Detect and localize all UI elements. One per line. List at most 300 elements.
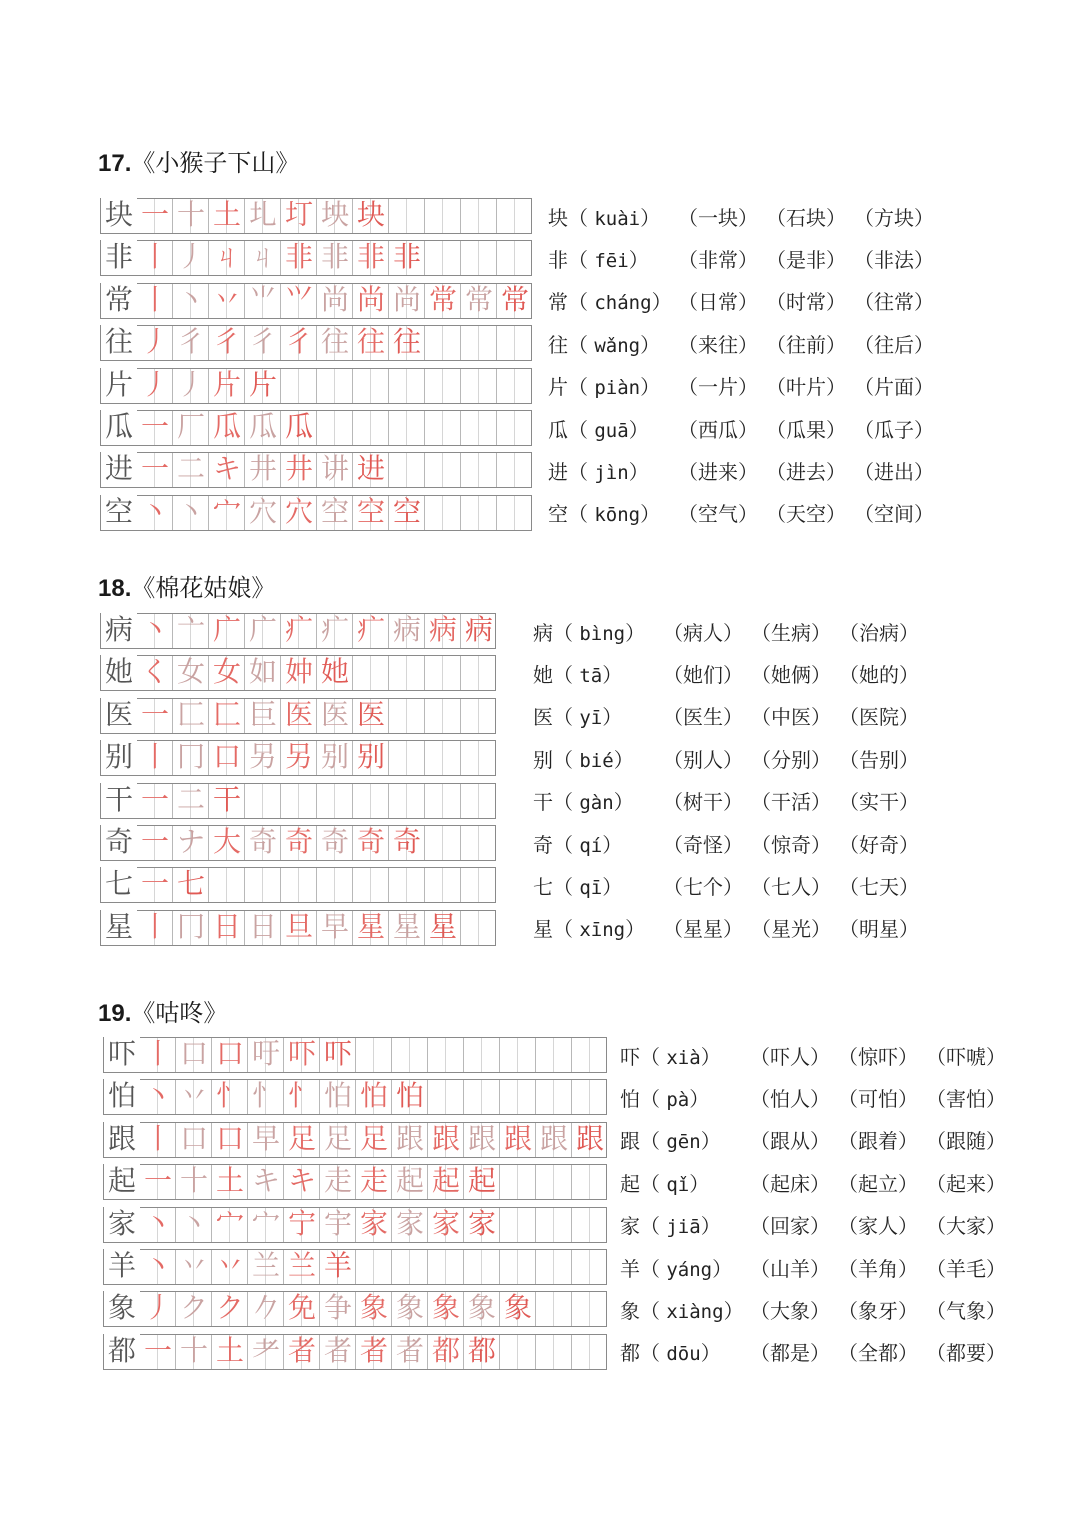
word-info — [548, 410, 942, 446]
stroke-step: 吓 — [323, 1037, 352, 1070]
model-character: 往 — [101, 324, 137, 360]
character-pinyin — [533, 829, 663, 858]
example-word: （她的） — [839, 662, 919, 687]
pinyin-character: 象（ — [620, 1298, 667, 1323]
stroke-step: 象 — [431, 1291, 460, 1325]
character-pinyin — [533, 617, 663, 646]
word-info — [620, 1207, 1014, 1243]
example-word: （实干） — [839, 790, 919, 815]
model-character: 象 — [104, 1290, 140, 1326]
stroke-step: 兰 — [251, 1249, 280, 1282]
stroke-step: 家 — [431, 1206, 460, 1240]
example-word: （都要） — [926, 1341, 1006, 1366]
example-word: （全都） — [838, 1341, 918, 1366]
example-word: （惊奇） — [751, 832, 831, 857]
pinyin-text: jìn — [594, 461, 629, 484]
pinyin-close: ） — [613, 790, 634, 815]
pinyin-text: wǎng — [594, 334, 641, 357]
example-word: （西瓜） — [678, 417, 758, 442]
writing-grid — [100, 867, 496, 903]
writing-grid — [103, 1122, 607, 1158]
stroke-step: 干 — [212, 782, 241, 816]
stroke-step: 丶 — [143, 1079, 172, 1113]
pinyin-close: ） — [628, 459, 649, 484]
stroke-step: 丶 — [143, 1206, 172, 1240]
example-word: （空气） — [678, 502, 758, 527]
stroke-step: 口 — [179, 1037, 208, 1070]
pinyin-text: dōu — [666, 1343, 701, 1366]
pinyin-close: ） — [625, 917, 646, 942]
pinyin-character: 片（ — [548, 375, 595, 400]
stroke-step: 口 — [212, 740, 241, 774]
stroke-step: 旦 — [284, 909, 313, 943]
example-word: （家人） — [838, 1214, 918, 1239]
stroke-step: 宀 — [251, 1206, 280, 1240]
stroke-step: 医 — [320, 697, 349, 731]
pinyin-text: piàn — [594, 377, 641, 400]
stroke-step: 争 — [323, 1291, 352, 1325]
lesson-title — [98, 143, 299, 178]
lesson-name: 《棉花姑娘》 — [131, 574, 276, 602]
lesson-title — [98, 993, 227, 1028]
stroke-step: 足 — [359, 1121, 388, 1155]
stroke-step: 一 — [140, 697, 169, 731]
stroke-step: 口 — [215, 1037, 244, 1070]
pinyin-text: gàn — [579, 792, 614, 815]
stroke-step: 奇 — [284, 825, 313, 858]
character-pinyin — [548, 414, 678, 443]
lesson-name: 《咕咚》 — [131, 999, 228, 1027]
writing-grid — [103, 1079, 607, 1115]
stroke-step: 进 — [356, 452, 385, 486]
stroke-step: 瓜 — [284, 410, 313, 443]
pinyin-text: qī — [579, 876, 603, 899]
stroke-step: 都 — [467, 1333, 496, 1367]
stroke-step: 别 — [356, 740, 385, 774]
example-word: （七个） — [663, 874, 743, 899]
stroke-step: 土 — [212, 198, 241, 231]
stroke-step: 丷 — [179, 1079, 208, 1113]
example-word: （时常） — [766, 290, 846, 315]
pinyin-character: 羊（ — [620, 1256, 667, 1281]
example-word: （生病） — [751, 620, 831, 645]
stroke-step: 井 — [248, 452, 277, 486]
stroke-step: 宀 — [215, 1206, 244, 1240]
stroke-step: 丨 — [140, 282, 169, 316]
word-info — [533, 740, 927, 776]
pinyin-text: bìng — [579, 622, 626, 645]
stroke-step: 走 — [359, 1164, 388, 1198]
word-info — [548, 495, 942, 531]
word-info — [620, 1037, 1014, 1073]
character-pinyin — [620, 1210, 750, 1239]
character-pinyin — [548, 456, 678, 485]
example-word: （往常） — [854, 290, 934, 315]
writing-grid — [100, 368, 532, 404]
pinyin-text: tā — [579, 664, 603, 687]
model-character: 块 — [101, 197, 137, 233]
stroke-step: ク — [215, 1291, 244, 1325]
stroke-step: 土 — [215, 1164, 244, 1198]
example-word: （奇怪） — [663, 832, 743, 857]
word-info — [533, 698, 927, 734]
stroke-step: 家 — [467, 1206, 496, 1240]
stroke-step: 星 — [356, 909, 385, 943]
stroke-step: 十 — [179, 1164, 208, 1198]
model-character: 吓 — [104, 1036, 140, 1072]
stroke-step: 妕 — [284, 655, 313, 689]
stroke-step: 丷 — [179, 1249, 208, 1282]
stroke-step: 广 — [212, 613, 241, 646]
lesson-title — [98, 568, 275, 603]
stroke-step: 跟 — [539, 1121, 568, 1155]
example-word: （跟着） — [838, 1129, 918, 1154]
word-info — [620, 1164, 1014, 1200]
stroke-step: 者 — [359, 1333, 388, 1367]
pinyin-close: ） — [700, 1341, 721, 1366]
stroke-step: 吁 — [251, 1037, 280, 1070]
word-info — [620, 1249, 1014, 1285]
stroke-step: 疒 — [356, 613, 385, 646]
stroke-step: 丨 — [143, 1121, 172, 1155]
stroke-step: ⺌ — [248, 282, 277, 316]
stroke-step: 疒 — [284, 613, 313, 646]
example-word: （可怕） — [838, 1086, 918, 1111]
example-word: （怕人） — [750, 1086, 830, 1111]
example-word: （叶片） — [766, 375, 846, 400]
stroke-step: 一 — [140, 867, 169, 901]
stroke-step: 怕 — [395, 1079, 424, 1113]
lesson-name: 《小猴子下山》 — [131, 149, 300, 177]
character-pinyin — [548, 202, 678, 231]
writing-grid — [100, 698, 496, 734]
stroke-step: 吓 — [287, 1037, 316, 1070]
stroke-step: ナ — [176, 825, 205, 858]
model-character: 常 — [101, 282, 137, 318]
stroke-step: 疒 — [320, 613, 349, 646]
stroke-step: 块 — [356, 198, 385, 231]
stroke-step: 丶 — [140, 494, 169, 528]
stroke-step: 二 — [176, 452, 205, 486]
pinyin-text: kōng — [594, 504, 641, 527]
stroke-step: 非 — [392, 240, 421, 274]
example-word: （惊吓） — [838, 1044, 918, 1069]
stroke-step: 女 — [176, 655, 205, 689]
stroke-step: 大 — [212, 825, 241, 858]
stroke-step: 尚 — [320, 282, 349, 316]
character-pinyin — [533, 786, 663, 815]
example-word: （都是） — [750, 1341, 830, 1366]
pinyin-text: qí — [579, 834, 603, 857]
stroke-step: 别 — [320, 740, 349, 774]
model-character: 非 — [101, 239, 137, 275]
stroke-step: 厂 — [176, 410, 205, 443]
example-word: （片面） — [854, 375, 934, 400]
stroke-step: 丶 — [179, 1206, 208, 1240]
stroke-step: 十 — [176, 198, 205, 231]
example-word: （跟随） — [926, 1129, 1006, 1154]
stroke-step: 丶 — [143, 1249, 172, 1282]
stroke-step: 早 — [251, 1121, 280, 1155]
stroke-step: 兰 — [287, 1249, 316, 1282]
stroke-step: 常 — [500, 282, 529, 316]
stroke-step: 免 — [287, 1291, 316, 1325]
pinyin-text: qǐ — [666, 1173, 690, 1196]
stroke-step: 象 — [467, 1291, 496, 1325]
stroke-step: 一 — [140, 825, 169, 858]
word-info — [548, 452, 942, 488]
character-pinyin — [548, 371, 678, 400]
example-word: （吓人） — [750, 1044, 830, 1069]
stroke-step: 足 — [287, 1121, 316, 1155]
pinyin-character: 病（ — [533, 620, 580, 645]
stroke-step: 片 — [248, 367, 277, 401]
pinyin-close: ） — [613, 747, 634, 772]
stroke-step: 宀 — [212, 494, 241, 528]
lesson-number: 19. — [98, 1000, 132, 1027]
pinyin-close: ） — [628, 247, 649, 272]
word-info — [533, 825, 927, 861]
stroke-step: 丷 — [215, 1249, 244, 1282]
stroke-step: 怕 — [359, 1079, 388, 1113]
word-info — [533, 613, 927, 649]
lesson-number: 18. — [98, 575, 132, 602]
pinyin-character: 空（ — [548, 502, 595, 527]
pinyin-close: ） — [628, 417, 649, 442]
pinyin-character: 非（ — [548, 247, 595, 272]
stroke-step: 日 — [212, 909, 241, 943]
model-character: 奇 — [101, 824, 137, 860]
stroke-step: 走 — [323, 1164, 352, 1198]
example-word: （进来） — [678, 459, 758, 484]
example-word: （山羊） — [750, 1256, 830, 1281]
word-info — [548, 325, 942, 361]
stroke-step: 病 — [392, 613, 421, 646]
pinyin-text: yī — [579, 707, 603, 730]
writing-grid — [100, 452, 532, 488]
word-info — [548, 283, 942, 319]
example-word: （往前） — [766, 332, 846, 357]
stroke-step: 丿 — [140, 367, 169, 401]
stroke-step: 一 — [140, 452, 169, 486]
character-pinyin — [533, 744, 663, 773]
stroke-step: 彳 — [248, 325, 277, 359]
stroke-step: 如 — [248, 655, 277, 689]
stroke-step: 丨 — [140, 740, 169, 774]
pinyin-character: 干（ — [533, 790, 580, 815]
pinyin-character: 进（ — [548, 459, 595, 484]
stroke-step: 一 — [143, 1164, 172, 1198]
example-word: （病人） — [663, 620, 743, 645]
stroke-step: 二 — [176, 782, 205, 816]
example-word: （告别） — [839, 747, 919, 772]
stroke-step: く — [140, 655, 169, 689]
example-word: （七人） — [751, 874, 831, 899]
stroke-step: 羊 — [323, 1249, 352, 1282]
writing-grid — [100, 783, 496, 819]
stroke-step: 者 — [395, 1333, 424, 1367]
example-word: （医生） — [663, 705, 743, 730]
stroke-step: 圠 — [248, 198, 277, 231]
stroke-step: 空 — [356, 494, 385, 528]
stroke-step: ㄐ — [248, 240, 277, 274]
stroke-step: 彳 — [176, 325, 205, 359]
stroke-step: 空 — [320, 494, 349, 528]
example-word: （瓜果） — [766, 417, 846, 442]
stroke-step: 象 — [395, 1291, 424, 1325]
example-word: （吓唬） — [926, 1044, 1006, 1069]
stroke-step: 冂 — [176, 740, 205, 774]
stroke-step: 往 — [392, 325, 421, 359]
stroke-step: 丶 — [140, 613, 169, 646]
stroke-step: 象 — [503, 1291, 532, 1325]
pinyin-character: 都（ — [620, 1341, 667, 1366]
stroke-step: 忄 — [215, 1079, 244, 1113]
example-word: （象牙） — [838, 1298, 918, 1323]
word-info — [620, 1334, 1014, 1370]
stroke-step: 冂 — [176, 909, 205, 943]
stroke-step: 非 — [356, 240, 385, 274]
stroke-step: 病 — [464, 613, 493, 646]
character-pinyin — [548, 329, 678, 358]
stroke-step: 空 — [392, 494, 421, 528]
model-character: 都 — [104, 1333, 140, 1369]
example-word: （进出） — [854, 459, 934, 484]
stroke-step: 一 — [140, 198, 169, 231]
pinyin-character: 块（ — [548, 205, 595, 230]
writing-grid — [100, 740, 496, 776]
pinyin-close: ） — [602, 832, 623, 857]
stroke-step: 常 — [428, 282, 457, 316]
example-word: （一片） — [678, 375, 758, 400]
pinyin-close: ） — [689, 1086, 710, 1111]
example-word: （跟从） — [750, 1129, 830, 1154]
stroke-step: 女 — [212, 655, 241, 689]
model-character: 起 — [104, 1163, 140, 1199]
stroke-step: 坱 — [320, 198, 349, 231]
example-word: （瓜子） — [854, 417, 934, 442]
stroke-step: 匚 — [212, 697, 241, 731]
stroke-step: 𠂊 — [251, 1291, 280, 1325]
pinyin-close: ） — [700, 1129, 721, 1154]
model-character: 怕 — [104, 1078, 140, 1114]
writing-grid — [100, 410, 532, 446]
stroke-step: 丿 — [176, 367, 205, 401]
model-character: 片 — [101, 367, 137, 403]
character-pinyin — [620, 1295, 750, 1324]
stroke-step: 往 — [356, 325, 385, 359]
stroke-step: 星 — [392, 909, 421, 943]
writing-grid — [100, 325, 532, 361]
example-word: （明星） — [839, 917, 919, 942]
character-pinyin — [548, 286, 678, 315]
pinyin-character: 起（ — [620, 1171, 667, 1196]
example-word: （回家） — [750, 1214, 830, 1239]
example-word: （起立） — [838, 1171, 918, 1196]
pinyin-character: 往（ — [548, 332, 595, 357]
model-character: 别 — [101, 739, 137, 775]
stroke-step: 巨 — [248, 697, 277, 731]
example-word: （是非） — [766, 247, 846, 272]
writing-grid — [103, 1207, 607, 1243]
pinyin-character: 吓（ — [620, 1044, 667, 1069]
character-pinyin — [533, 913, 663, 942]
stroke-step: 讲 — [320, 452, 349, 486]
writing-grid — [100, 655, 496, 691]
example-word: （星星） — [663, 917, 743, 942]
stroke-step: 口 — [215, 1121, 244, 1155]
stroke-step: 土 — [215, 1333, 244, 1367]
stroke-step: 医 — [356, 697, 385, 731]
stroke-step: 瓜 — [248, 410, 277, 443]
writing-grid — [100, 910, 496, 946]
stroke-step: 跟 — [467, 1121, 496, 1155]
stroke-step: 起 — [395, 1164, 424, 1198]
stroke-step: 跟 — [575, 1121, 604, 1155]
example-word: （干活） — [751, 790, 831, 815]
pinyin-text: kuài — [594, 207, 641, 230]
stroke-step: 早 — [320, 909, 349, 943]
pinyin-close: ） — [651, 290, 672, 315]
stroke-step: 奇 — [248, 825, 277, 858]
stroke-step: 起 — [431, 1164, 460, 1198]
stroke-step: 丶 — [176, 494, 205, 528]
pinyin-text: xīng — [579, 919, 626, 942]
example-word: （好奇） — [839, 832, 919, 857]
example-word: （她俩） — [751, 662, 831, 687]
stroke-step: 彳 — [284, 325, 313, 359]
character-pinyin — [620, 1168, 750, 1197]
word-info — [533, 867, 927, 903]
example-word: （七天） — [839, 874, 919, 899]
example-word: （别人） — [663, 747, 743, 772]
pinyin-text: pà — [666, 1088, 690, 1111]
character-pinyin — [620, 1337, 750, 1366]
example-word: （中医） — [751, 705, 831, 730]
stroke-step: 忄 — [251, 1079, 280, 1113]
example-word: （分别） — [751, 747, 831, 772]
pinyin-character: 瓜（ — [548, 417, 595, 442]
stroke-step: 跟 — [503, 1121, 532, 1155]
example-word: （日常） — [678, 290, 758, 315]
pinyin-close: ） — [723, 1298, 744, 1323]
stroke-step: 另 — [248, 740, 277, 774]
model-character: 干 — [101, 782, 137, 818]
stroke-step: 家 — [395, 1206, 424, 1240]
stroke-step: 丨 — [143, 1037, 172, 1070]
pinyin-close: ） — [640, 332, 661, 357]
writing-grid — [100, 613, 496, 649]
pinyin-character: 七（ — [533, 874, 580, 899]
word-info — [533, 783, 927, 819]
character-pinyin — [620, 1253, 750, 1282]
example-word: （起床） — [750, 1171, 830, 1196]
stroke-step: 奇 — [320, 825, 349, 858]
character-pinyin — [620, 1125, 750, 1154]
pinyin-text: fēi — [594, 249, 629, 272]
character-pinyin — [620, 1041, 750, 1070]
example-word: （大家） — [926, 1214, 1006, 1239]
example-word: （空间） — [854, 502, 934, 527]
stroke-step: 往 — [320, 325, 349, 359]
model-character: 病 — [101, 612, 137, 648]
example-word: （石块） — [766, 205, 846, 230]
writing-grid — [103, 1291, 607, 1327]
stroke-step: 瓜 — [212, 410, 241, 443]
stroke-step: 匚 — [176, 697, 205, 731]
pinyin-text: xià — [666, 1046, 701, 1069]
stroke-step: 起 — [467, 1164, 496, 1198]
